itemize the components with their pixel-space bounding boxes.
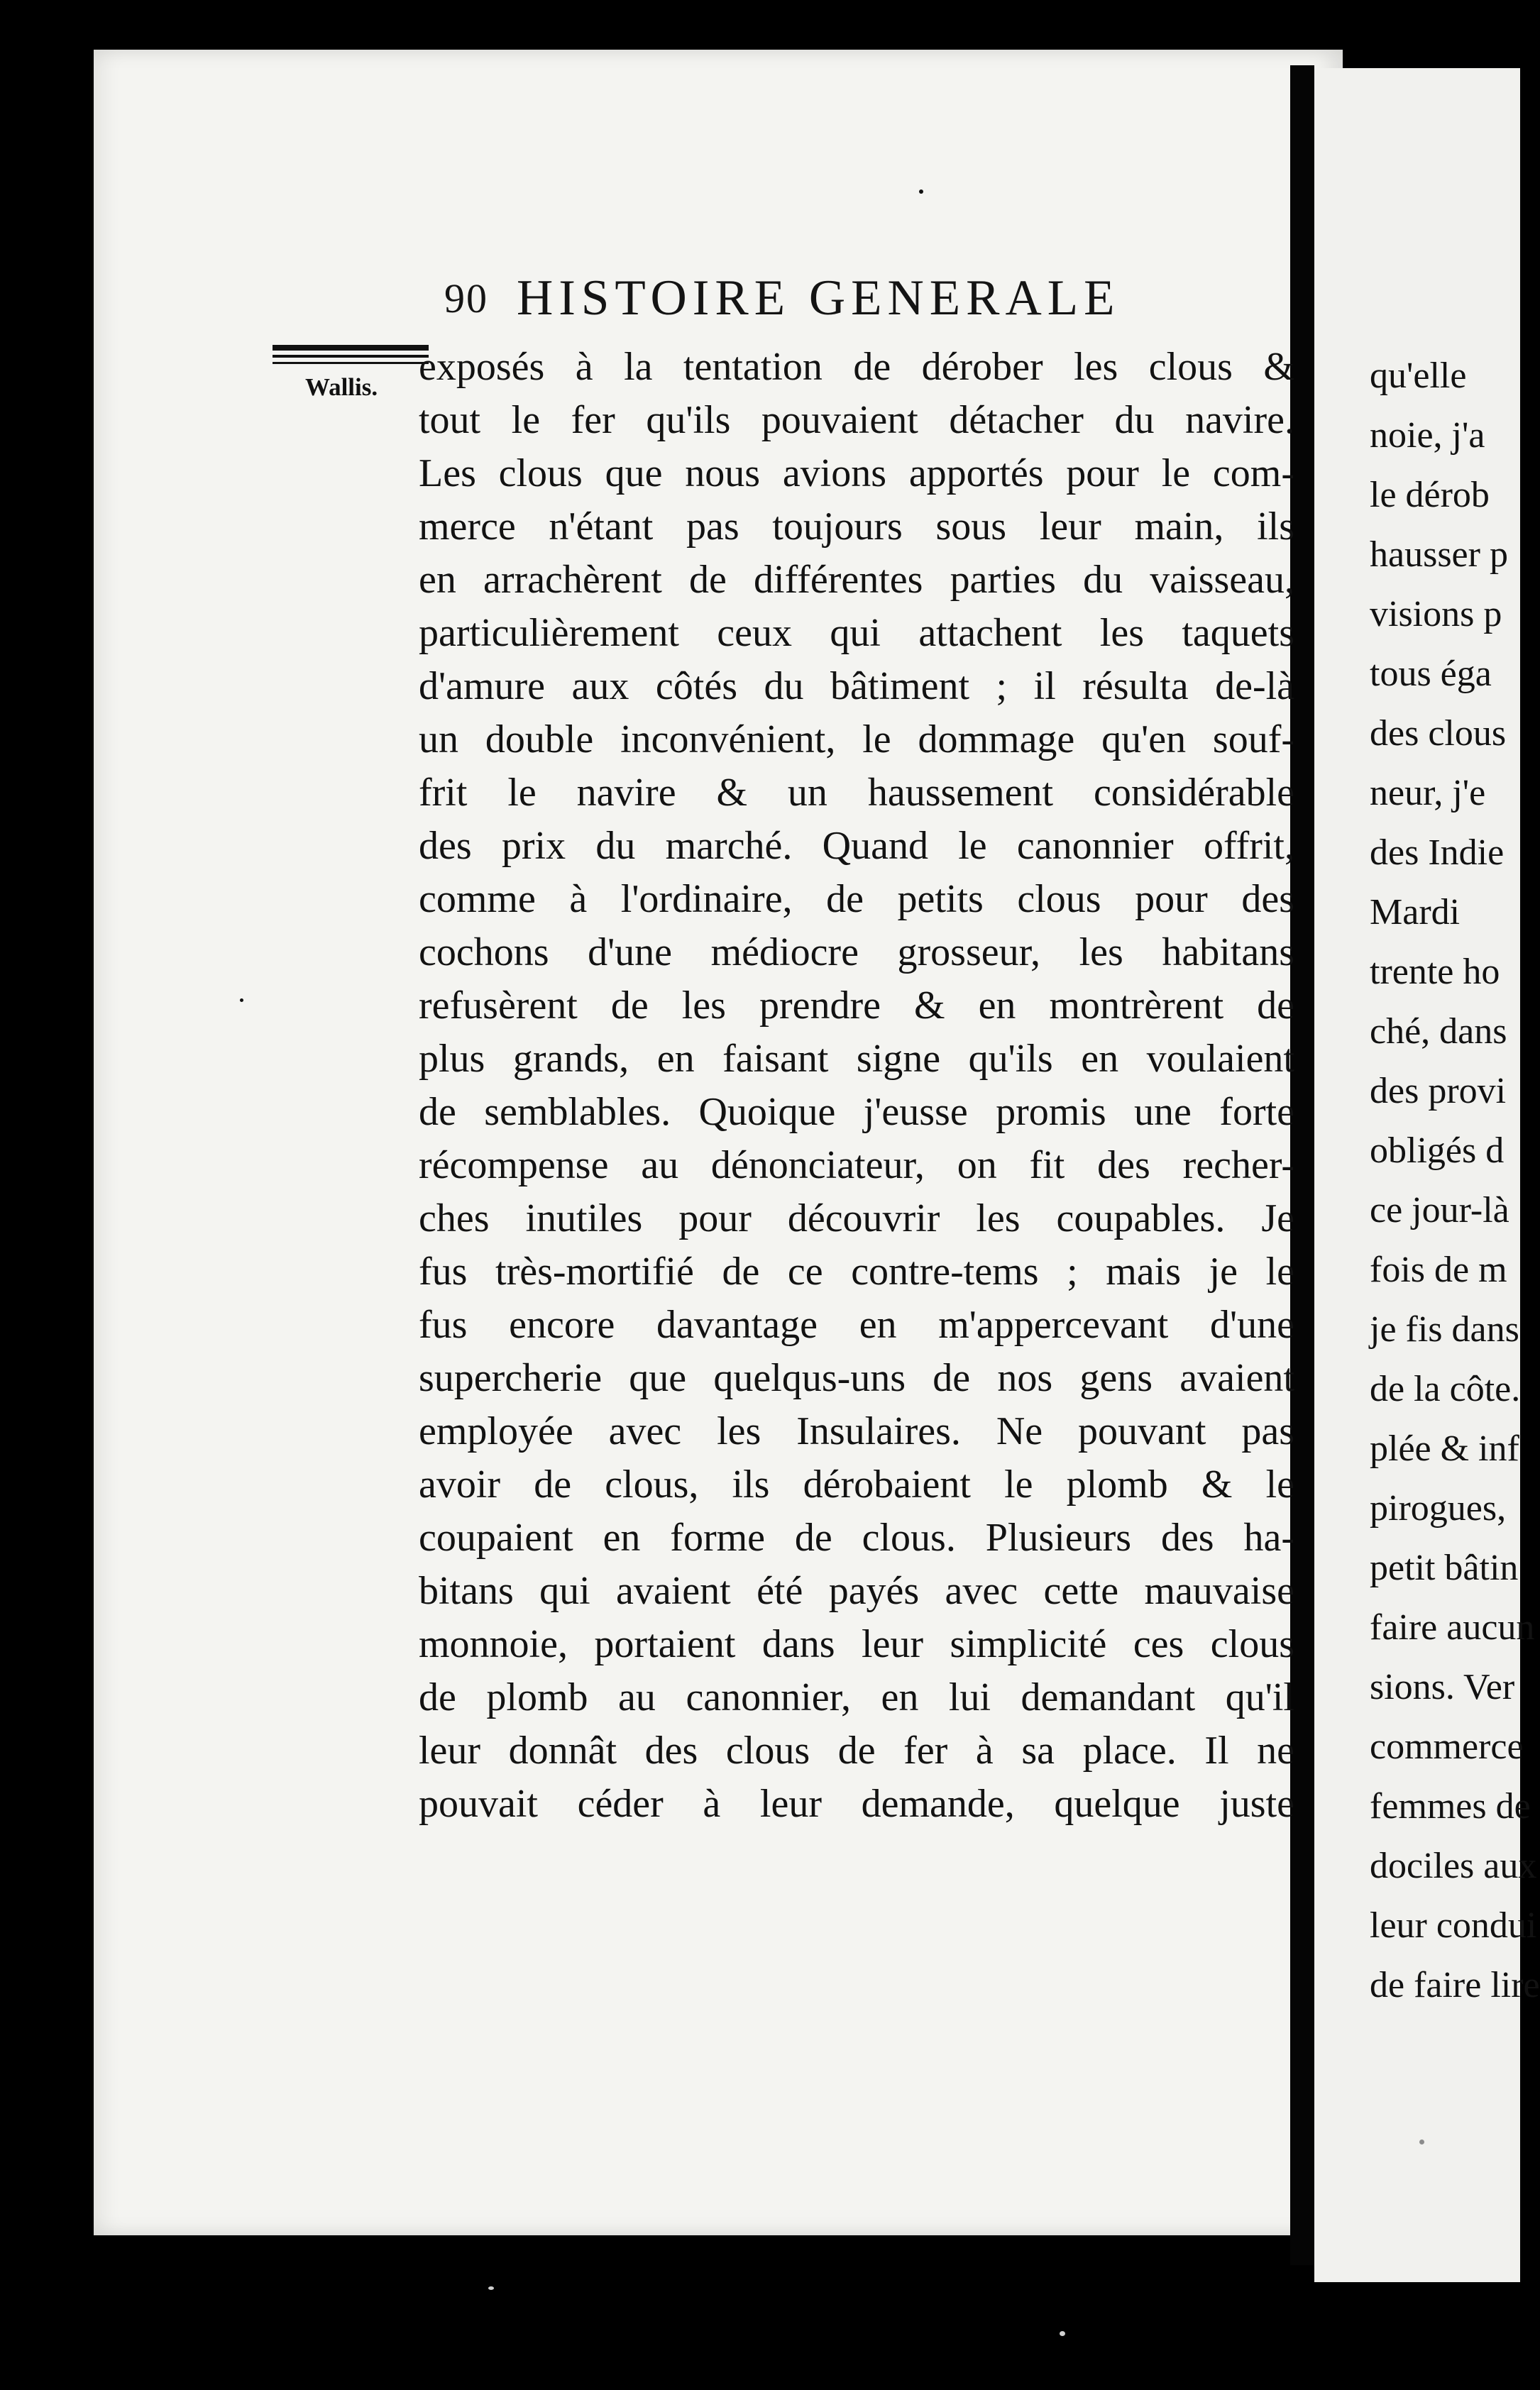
facing-page-text (1370, 346, 1540, 2015)
facing-page-line: pirogues, (1370, 1488, 1507, 1529)
text-line: d'amure aux côtés du bâtiment ; il résulta de-là (419, 664, 1294, 708)
facing-page-line: dociles aux (1370, 1846, 1537, 1886)
text-line: exposés à la tentation de dérober les clous & (419, 345, 1294, 389)
facing-page-line: Mardi (1370, 892, 1461, 932)
text-line: fus très-mortifié de ce contre-tems ; mais je le (419, 1250, 1294, 1294)
facing-page-line: leur condui (1370, 1905, 1537, 1946)
facing-page-line: je fis dans (1370, 1309, 1519, 1350)
ink-speck (488, 2286, 494, 2290)
text-line: un double inconvénient, le dommage qu'en souf- (419, 717, 1294, 761)
facing-page-line: fois de m (1370, 1250, 1507, 1290)
margin-note: Wallis. (305, 373, 378, 401)
facing-page-line: de faire lire (1370, 1965, 1540, 2005)
text-line: coupaient en forme de clous. Plusieurs des ha- (419, 1516, 1294, 1560)
running-title: HISTOIRE GENERALE (517, 270, 1121, 326)
text-line: récompense au dénonciateur, on fit des recher- (419, 1143, 1294, 1187)
text-line: comme à l'ordinaire, de petits clous pour des (419, 877, 1294, 921)
facing-page-line: plée & inf (1370, 1428, 1519, 1469)
text-line: des prix du marché. Quand le canonnier offrit, (419, 824, 1294, 868)
facing-page-line: ce jour-là (1370, 1190, 1509, 1230)
text-line: cochons d'une médiocre grosseur, les habitans (419, 930, 1294, 974)
facing-page-line: visions p (1370, 594, 1502, 634)
text-line: supercherie que quelqus-uns de nos gens avaient (419, 1356, 1294, 1400)
text-line: frit le navire & un haussement considérable (419, 771, 1294, 815)
margin-rule-thin (273, 362, 429, 364)
text-line: tout le fer qu'ils pouvaient détacher du navire. (419, 398, 1294, 442)
page-number: 90 (444, 275, 488, 321)
facing-page-line: des provi (1370, 1071, 1507, 1111)
facing-page-line: trente ho (1370, 952, 1500, 992)
text-line: employée avec les Insulaires. Ne pouvant pas (419, 1409, 1294, 1453)
facing-page-line: femmes de (1370, 1786, 1531, 1827)
facing-page-line: qu'elle (1370, 356, 1467, 396)
ink-speck (1419, 2140, 1424, 2144)
facing-page-line: le dérob (1370, 475, 1490, 515)
facing-page-line: de la côte. (1370, 1369, 1521, 1409)
text-line: avoir de clous, ils dérobaient le plomb & le (419, 1463, 1294, 1507)
margin-rule-middle (273, 355, 429, 358)
facing-page-line: des Indie (1370, 832, 1505, 873)
text-line: bitans qui avaient été payés avec cette mauvaise (419, 1569, 1294, 1613)
facing-page-line: sions. Ver (1370, 1667, 1515, 1707)
text-line: de plomb au canonnier, en lui demandant qu'il (419, 1675, 1294, 1719)
facing-page-line: des clous (1370, 713, 1507, 754)
ink-speck (240, 998, 243, 1002)
text-line: ches inutiles pour découvrir les coupables. Je (419, 1196, 1294, 1240)
text-line: Les clous que nous avions apportés pour le com- (419, 451, 1294, 495)
facing-page-line: obligés d (1370, 1130, 1505, 1171)
facing-page-line: tous éga (1370, 654, 1492, 694)
text-line: de semblables. Quoique j'eusse promis une forte (419, 1090, 1294, 1134)
text-line: merce n'étant pas toujours sous leur main, ils (419, 505, 1294, 549)
facing-page-line: petit bâtin (1370, 1548, 1519, 1588)
main-text-block (419, 341, 1294, 1831)
margin-rule-thick (273, 345, 429, 351)
text-line: fus encore davantage en m'appercevant d'une (419, 1303, 1294, 1347)
ink-speck (1060, 2331, 1065, 2336)
text-line: monnoie, portaient dans leur simplicité ces clous (419, 1622, 1294, 1666)
text-line: en arrachèrent de différentes parties du vaisseau, (419, 558, 1294, 602)
facing-page-line: hausser p (1370, 534, 1508, 575)
text-line: particulièrement ceux qui attachent les taquets (419, 611, 1294, 655)
text-line: refusèrent de les prendre & en montrèrent de (419, 984, 1294, 1028)
facing-page-line: noie, j'a (1370, 415, 1485, 456)
facing-page-line: faire aucun (1370, 1607, 1535, 1648)
facing-page-line: ché, dans (1370, 1011, 1507, 1052)
facing-page-line: commerce (1370, 1727, 1524, 1767)
text-line: plus grands, en faisant signe qu'ils en voulaient (419, 1037, 1294, 1081)
ink-speck (919, 189, 923, 194)
text-line: leur donnât des clous de fer à sa place. Il ne (419, 1729, 1294, 1773)
page-header (444, 266, 1121, 330)
text-line: pouvait céder à leur demande, quelque juste (419, 1782, 1294, 1826)
facing-page-line: neur, j'e (1370, 773, 1486, 813)
